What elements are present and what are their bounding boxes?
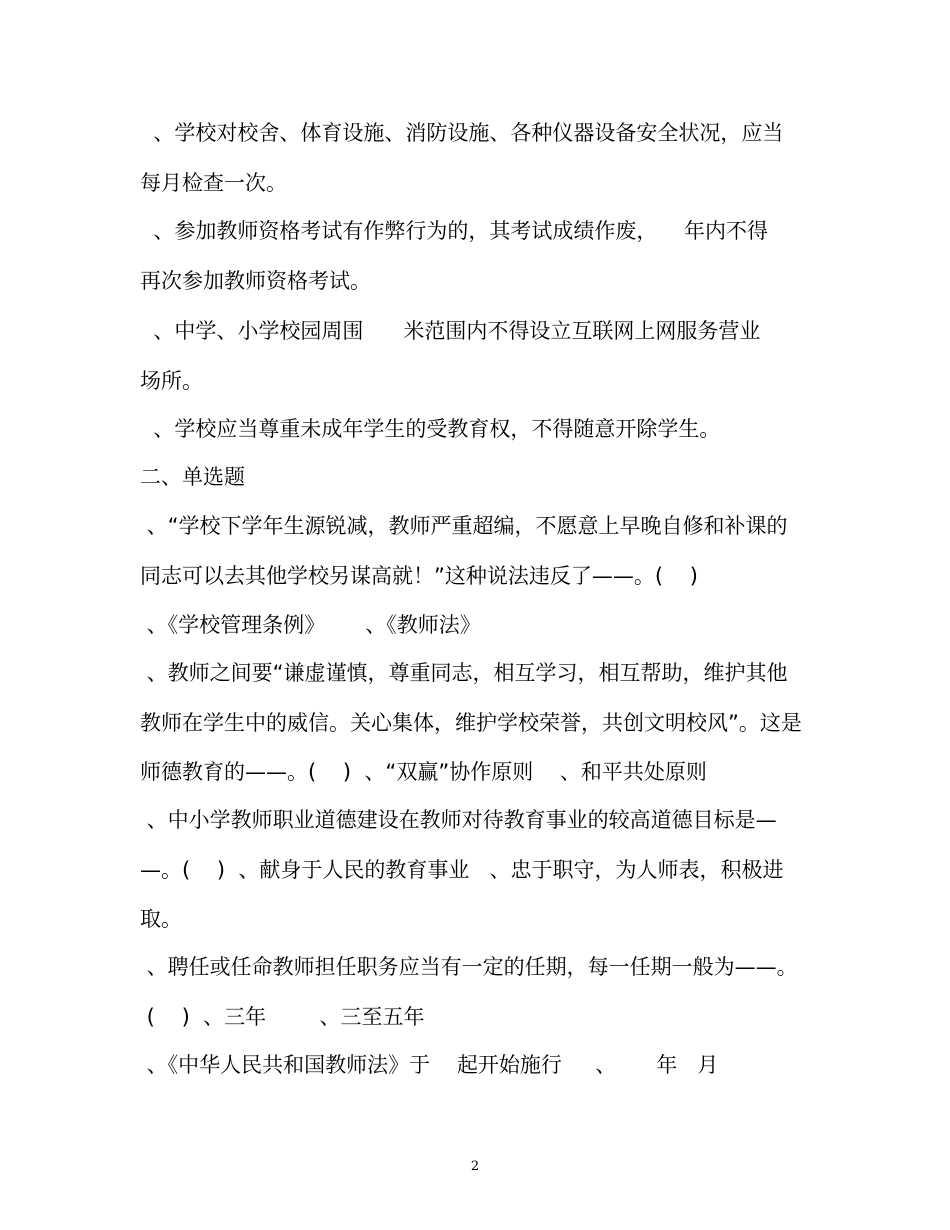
text-line: 、《学校管理条例》 、《教师法》 (140, 613, 481, 637)
text-line: 、学校对校舍、体育设施、消防设施、各种仪器设备安全状况，应当 (140, 121, 784, 145)
text-line: ( ) 、三年 、三至五年 (140, 1005, 425, 1029)
text-line: 、“学校下学年生源锐减，教师严重超编，不愿意上早晚自修和补课的 (140, 514, 788, 538)
text-line: 同志可以去其他学校另谋高就！”这种说法违反了——。( ) (140, 564, 698, 588)
section-heading: 二、单选题 (140, 465, 245, 489)
text-line: 每月检查一次。 (140, 171, 287, 195)
text-line: 、教师之间要“谦虚谨慎，尊重同志，相互学习，相互帮助，维护其他 (140, 661, 788, 685)
page-number: 2 (470, 1159, 480, 1174)
text-line: 师德教育的——。( ) 、“双赢”协作原则 、和平共处原则 (140, 760, 707, 784)
text-line: 、学校应当尊重未成年学生的受教育权，不得随意开除学生。 (140, 417, 721, 441)
text-line: 教师在学生中的威信。关心集体，维护学校荣誉，共创文明校风”。这是 (140, 711, 802, 735)
text-line: 、中小学教师职业道德建设在教师对待教育事业的较高道德目标是— (140, 808, 777, 832)
text-line: 、《中华人民共和国教师法》于 起开始施行 、 年 月 (140, 1053, 719, 1077)
text-line: 、聘任或任命教师担任职务应当有一定的任期，每一任期一般为——。 (140, 955, 798, 979)
text-line: 再次参加教师资格考试。 (140, 269, 371, 293)
text-line: 取。 (140, 907, 182, 931)
text-line: —。( ) 、献身于人民的教育事业 、忠于职守，为人师表，积极进 (140, 858, 784, 882)
text-line: 场所。 (140, 369, 203, 393)
text-line: 、中学、小学校园周围 米范围内不得设立互联网上网服务营业 (140, 319, 761, 343)
text-line: 、参加教师资格考试有作弊行为的，其考试成绩作废， 年内不得 (140, 219, 769, 243)
